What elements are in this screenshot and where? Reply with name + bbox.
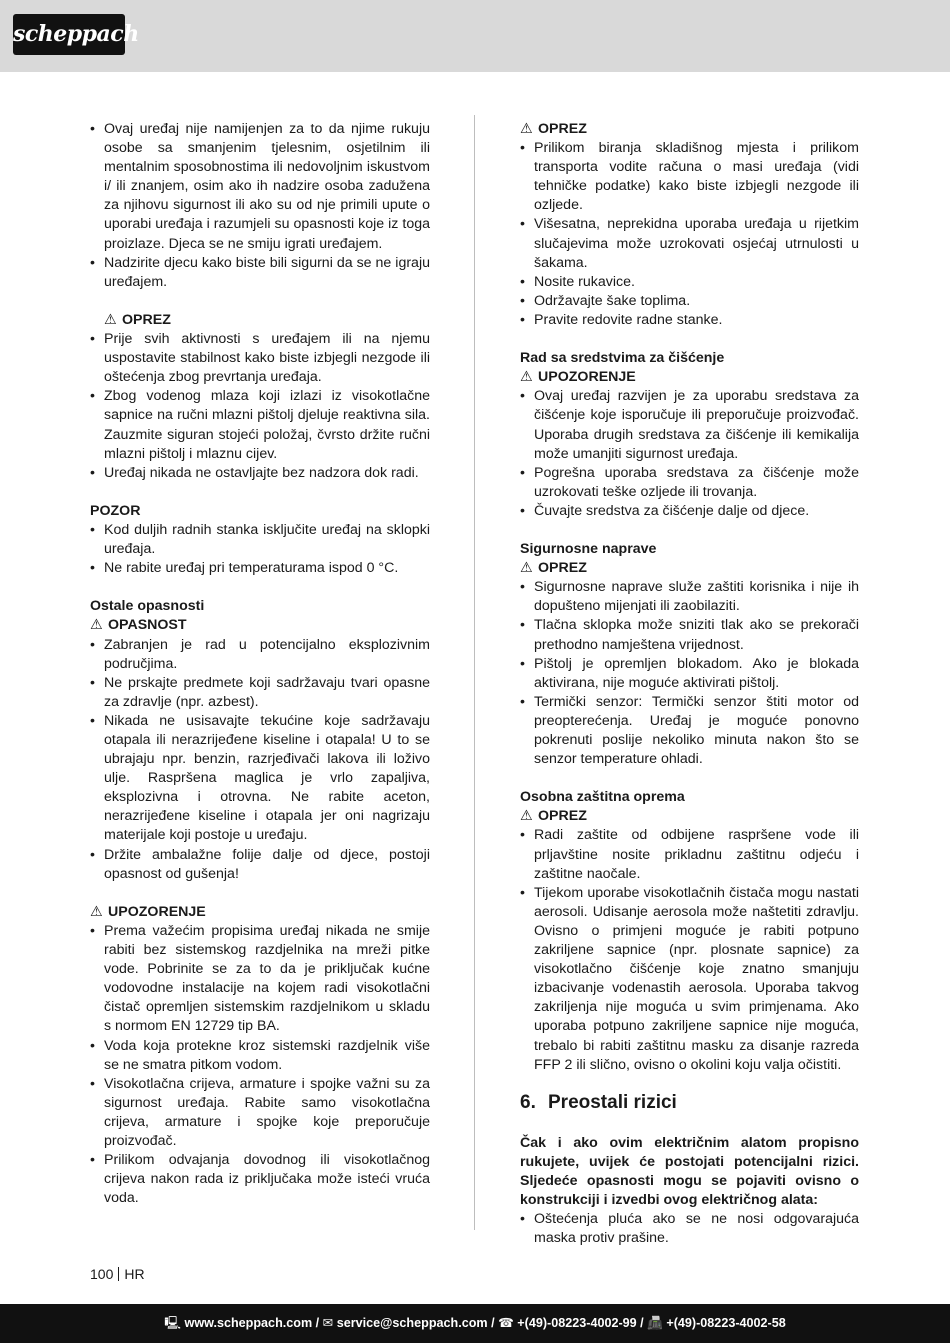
list-item: • Visokotlačna crijeva, armature i spojke važni su za sigurnost uređaja. Rabite samo visokotlačna crijeva, armature i spojke koje preporučuje proizvođač. [90, 1075, 430, 1151]
sigurnosne-heading: Sigurnosne naprave [520, 541, 657, 558]
list-item: • Tlačna sklopka može sniziti tlak ako se prekorači prethodno namještena vrijednost. [520, 616, 859, 654]
list-item: • Zbog vodenog mlaza koji izlazi iz visokotlačne sapnice na ručni mlazni pištolj djeluje reaktivna sila. Zauzmite siguran stojeći položaj, čvrsto držite ručni mlazni pištolj i mlaznu cijev. [90, 387, 430, 463]
oprez-label: ⚠ OPREZ [520, 120, 859, 139]
page-number: 100 HR [90, 1266, 145, 1282]
osobna-heading: Osobna zaštitna oprema [520, 789, 685, 806]
list-item: • Održavajte šake toplima. [520, 292, 859, 311]
upozorenje-label: ⚠ UPOZORENJE [520, 368, 859, 387]
list-item: • Ovaj uređaj nije namijenjen za to da njime rukuju osobe sa smanjenim tjelesnim, osjetilnim ili mentalnim sposobnostima ili nedovoljnim iskustvom i/ ili znanjem, osim ako ih nadzire osoba zadužena za njihovu sigurnost ili ako su od nje primili upute o uporabi uređaja i razumjeli su opasnosti koje iz toga proizlaze. Djeca se ne smiju igrati uređajem. [90, 120, 430, 254]
chapter-intro: Čak i ako ovim električnim alatom propisno rukujete, uvijek će postojati potencijalni rizici. Sljedeće opasnosti mogu se pojaviti ovisno o konstrukciji i izvedbi ovog električnog alata: [520, 1134, 859, 1209]
warning-icon: ⚠ [520, 121, 533, 137]
list-item: • Nadzirite djecu kako biste bili sigurni da se ne igraju uređajem. [90, 254, 430, 292]
list-item: • Pravite redovite radne stanke. [520, 311, 859, 330]
intro-list [90, 120, 430, 292]
warning-icon: ⚠ [520, 808, 533, 825]
list-item: • Kod duljih radnih stanka isključite uređaj na sklopki uređaja. [90, 521, 430, 559]
list-item: • Oštećenja pluća ako se ne nosi odgovarajuća maska protiv prašine. [520, 1210, 859, 1248]
oprez-label: ⚠ OPREZ [520, 807, 859, 826]
monitor-icon: 🖳 [164, 1316, 182, 1330]
list-item: • Prilikom biranja skladišnog mjesta i prilikom transporta vodite računa o masi uređaja (vidi tehničke podatke) kako biste izbjegli nezgode ili ozljede. [520, 139, 859, 215]
upozorenje-list [90, 922, 430, 1208]
rad-heading: Rad sa sredstvima za čišćenje [520, 350, 725, 367]
warning-icon: ⚠ [520, 369, 533, 386]
oprez-list [90, 330, 430, 483]
list-item: • Ne prskajte predmete koji sadržavaju tvari opasne za zdravlje (npr. azbest). [90, 674, 430, 712]
pozor-label: POZOR [90, 502, 141, 519]
warning-icon: ⚠ [520, 560, 533, 577]
chapter-list [520, 1210, 859, 1248]
column-divider [474, 115, 475, 1230]
footer-web[interactable]: www.scheppach.com / [184, 1316, 320, 1330]
rad-list [520, 387, 859, 521]
list-item: • Držite ambalažne folije dalje od djece, postoji opasnost od gušenja! [90, 846, 430, 884]
oprez-label: ⚠ OPREZ [90, 311, 430, 330]
list-item: • Radi zaštite od odbijene raspršene vode ili prljavštine nosite prikladnu zaštitnu odjeću i zaštitne naočale. [520, 826, 859, 883]
oprez-list [520, 139, 859, 330]
list-item: • Nikada ne usisavajte tekućine koje sadržavaju otapala ili nerazrijeđene kiseline i otapala! U to se ubrajaju npr. benzin, razrjeđivači lakova ili loživo ulje. Raspršena maglica je vrlo zapaljiva, eksplozivna i otrovna. Ne rabite aceton, nerazrijeđene kiseline i otapala jer oni nagrizaju materijale koji postoje u uređaju. [90, 712, 430, 846]
fax-icon: 📠 [647, 1316, 663, 1330]
warning-icon: ⚠ [90, 903, 103, 920]
list-item: • Voda koja protekne kroz sistemski razdjelnik više se ne smatra pitkom vodom. [90, 1037, 430, 1075]
footer-phone: +(49)-08223-4002-99 / [517, 1316, 644, 1330]
brand-logo: scheppach [13, 14, 125, 55]
right-column [520, 120, 859, 1248]
list-item: • Ne rabite uređaj pri temperaturama ispod 0 °C. [90, 559, 430, 578]
list-item: • Zabranjen je rad u potencijalno eksplozivnim područjima. [90, 636, 430, 674]
oprez-label: ⚠ OPREZ [520, 559, 859, 578]
list-item: • Prema važećim propisima uređaj nikada ne smije rabiti bez sistemskog razdjelnika na mreži pitke vode. Pobrinite se za to da je priključak kućne vodovodne instalacije na kojem radi visokotlačni čistač opremljen sistemskim razdjelnikom u skladu s normom EN 12729 tip BA. [90, 922, 430, 1037]
footer-fax: +(49)-08223-4002-58 [666, 1316, 786, 1330]
warning-icon: ⚠ [90, 617, 103, 634]
list-item: • Termički senzor: Termički senzor štiti motor od preopterećenja. Uređaj je moguće ponovno pokrenuti poslije nekoliko minuta nakon što se senzor temperature ohladi. [520, 693, 859, 769]
footer-mail[interactable]: service@scheppach.com / [336, 1316, 495, 1330]
ostale-heading: Ostale opasnosti [90, 598, 205, 615]
list-item: • Pogrešna uporaba sredstava za čišćenje može uzrokovati teške ozljede ili trovanja. [520, 464, 859, 502]
list-item: • Sigurnosne naprave služe zaštiti korisnika i nije ih dopušteno mijenjati ili zaobilaziti. [520, 578, 859, 616]
list-item: • Nosite rukavice. [520, 273, 859, 292]
page-footer [0, 1304, 950, 1343]
page-header [0, 0, 950, 72]
sigurnosne-list [520, 578, 859, 769]
list-item: • Ovaj uređaj razvijen je za uporabu sredstava za čišćenje koje isporučuje ili preporučuje proizvođač. Uporaba drugih sredstava za čišćenje ili kemikalija može umanjiti sigurnost uređaja. [520, 387, 859, 463]
osobna-list [520, 826, 859, 1074]
pozor-list [90, 521, 430, 578]
warning-icon: ⚠ [104, 311, 117, 328]
list-item: • Prije svih aktivnosti s uređajem ili na njemu uspostavite stabilnost kako biste izbjegli nezgode ili oštećenja zbog prevrtanja uređaja. [90, 330, 430, 387]
upozorenje-label: ⚠ UPOZORENJE [90, 903, 430, 922]
list-item: • Čuvajte sredstva za čišćenje dalje od djece. [520, 502, 859, 521]
mail-icon: ✉ [322, 1316, 334, 1330]
list-item: • Pištolj je opremljen blokadom. Ako je blokada aktivirana, nije moguće aktivirati pištolj. [520, 655, 859, 693]
chapter-title: 6. Preostali rizici [520, 1091, 677, 1113]
list-item: • Prilikom odvajanja dovodnog ili visokotlačnog crijeva nakon rada iz priključaka može isteći vruća voda. [90, 1151, 430, 1208]
list-item: • Uređaj nikada ne ostavljajte bez nadzora dok radi. [90, 464, 430, 483]
list-item: • Tijekom uporabe visokotlačnih čistača mogu nastati aerosoli. Udisanje aerosola može naštetiti zdravlju. Ovisno o primjeni moguće je rabiti potpuno zakriljene sapnice (npr. plosnate sapnice) za visokotlačno čišćenje koje znatno smanjuju izbacivanje vodenastih aerosola. Uporaba takvog zakriljenja nije moguća u svim primjenama. Ako uporaba potpuno zakriljene sapnice nije moguća, trebalo bi rabiti zaštitnu masku za disanje razreda FFP 2 ili slično, ovisno o okolini koju valja očistiti. [520, 884, 859, 1075]
left-column [90, 120, 430, 1208]
phone-icon: ☎ [498, 1316, 514, 1330]
opasnost-list [90, 636, 430, 884]
list-item: • Višesatna, neprekidna uporaba uređaja u rijetkim slučajevima može uzrokovati osjećaj utrnulosti u šakama. [520, 215, 859, 272]
opasnost-label: ⚠ OPASNOST [90, 616, 430, 635]
